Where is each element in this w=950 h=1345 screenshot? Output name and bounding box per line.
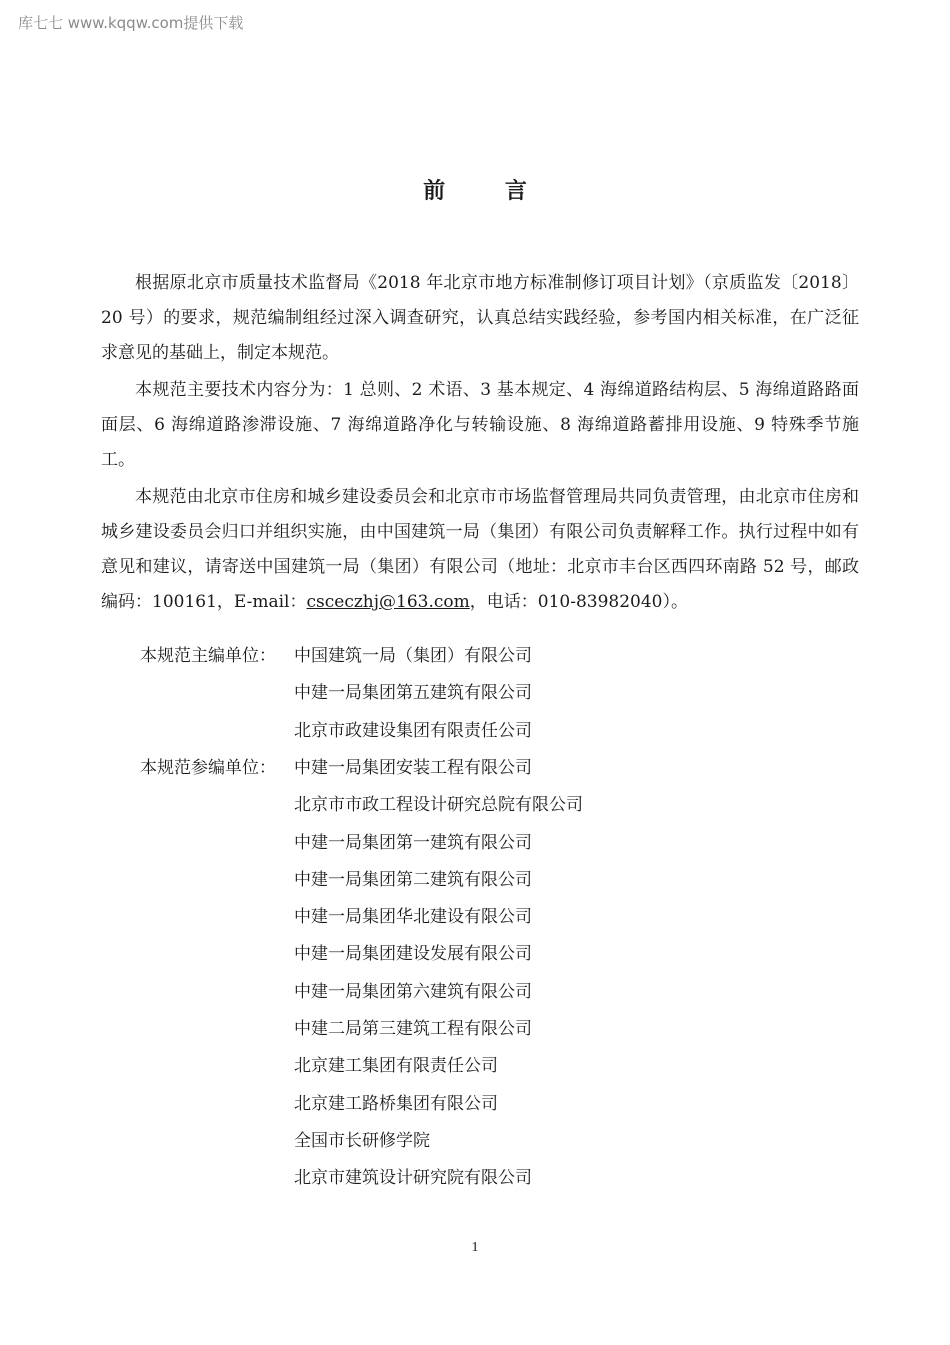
list-item: [140, 862, 583, 899]
list-item: [140, 825, 583, 862]
contact-phone-text: ，电话：010-83982040）。: [469, 592, 688, 612]
list-item: [140, 713, 532, 750]
list-item: [140, 899, 583, 936]
list-item: [140, 750, 583, 787]
list-item: [140, 1086, 583, 1123]
unit-name: 北京市政建设集团有限责任公司: [294, 720, 532, 741]
page-title: 前 言: [423, 178, 553, 204]
list-item: [140, 1123, 583, 1160]
paragraph-plan-basis: 根据原北京市质量技术监督局《2018 年北京市地方标准制修订项目计划》（京质监发〔2018〕20 号）的要求，规范编制组经过深入调查研究，认真总结实践经验，参考国内相关标准，在广泛征求意见的基础上，制定本规范。: [101, 273, 859, 363]
participating-units-label: 本规范参编单位：: [140, 758, 276, 778]
unit-name: 中建一局集团华北建设有限公司: [294, 907, 532, 928]
paragraph-technical-contents: 本规范主要技术内容分为：1 总则、2 术语、3 基本规定、4 海绵道路结构层、5 海绵道路路面面层、6 海绵道路渗滞设施、7 海绵道路净化与转输设施、8 海绵道路蓄排用设施、9 特殊季节施工。: [101, 380, 859, 470]
unit-name: 北京建工集团有限责任公司: [294, 1056, 498, 1077]
list-item: [140, 675, 532, 712]
list-item: [140, 787, 583, 824]
paragraph-management-contact: [101, 480, 859, 620]
unit-name: 北京建工路桥集团有限公司: [294, 1093, 498, 1114]
list-item: [140, 1011, 583, 1048]
unit-name: 中建一局集团第一建筑有限公司: [294, 832, 532, 853]
chief-units-label: 本规范主编单位：: [140, 646, 276, 666]
email-link[interactable]: csceczhj@163.com: [306, 592, 470, 612]
unit-name: 中建二局第三建筑工程有限公司: [294, 1019, 532, 1040]
list-item: [140, 638, 532, 675]
unit-name: 北京市建筑设计研究院有限公司: [294, 1168, 532, 1189]
list-item: [140, 936, 583, 973]
watermark-text: 库七七 www.kqqw.com提供下载: [18, 14, 244, 32]
list-item: [140, 1160, 583, 1197]
unit-name: 中建一局集团第五建筑有限公司: [294, 683, 532, 704]
participating-units-list: [140, 750, 583, 1198]
unit-name: 中建一局集团第二建筑有限公司: [294, 869, 532, 890]
unit-name: 中建一局集团安装工程有限公司: [294, 758, 532, 778]
list-item: [140, 974, 583, 1011]
unit-name: 全国市长研修学院: [294, 1130, 430, 1151]
unit-name: 中国建筑一局（集团）有限公司: [294, 646, 532, 666]
unit-name: 北京市市政工程设计研究总院有限公司: [294, 795, 583, 816]
list-item: [140, 1048, 583, 1085]
unit-name: 中建一局集团建设发展有限公司: [294, 944, 532, 965]
page-number: 1: [471, 1240, 479, 1255]
preface-body: [101, 266, 859, 622]
unit-name: 中建一局集团第六建筑有限公司: [294, 981, 532, 1002]
contact-text: 本规范由北京市住房和城乡建设委员会和北京市市场监督管理局共同负责管理，由北京市住房和城乡建设委员会归口并组织实施，由中国建筑一局（集团）有限公司负责解释工作。执行过程中如有意见和建议，请寄送中国建筑一局（集团）有限公司（地址：北京市丰台区西四环南路 52 号，邮政编码：100161，E-mail：: [101, 487, 859, 612]
chief-units-list: [140, 638, 532, 750]
